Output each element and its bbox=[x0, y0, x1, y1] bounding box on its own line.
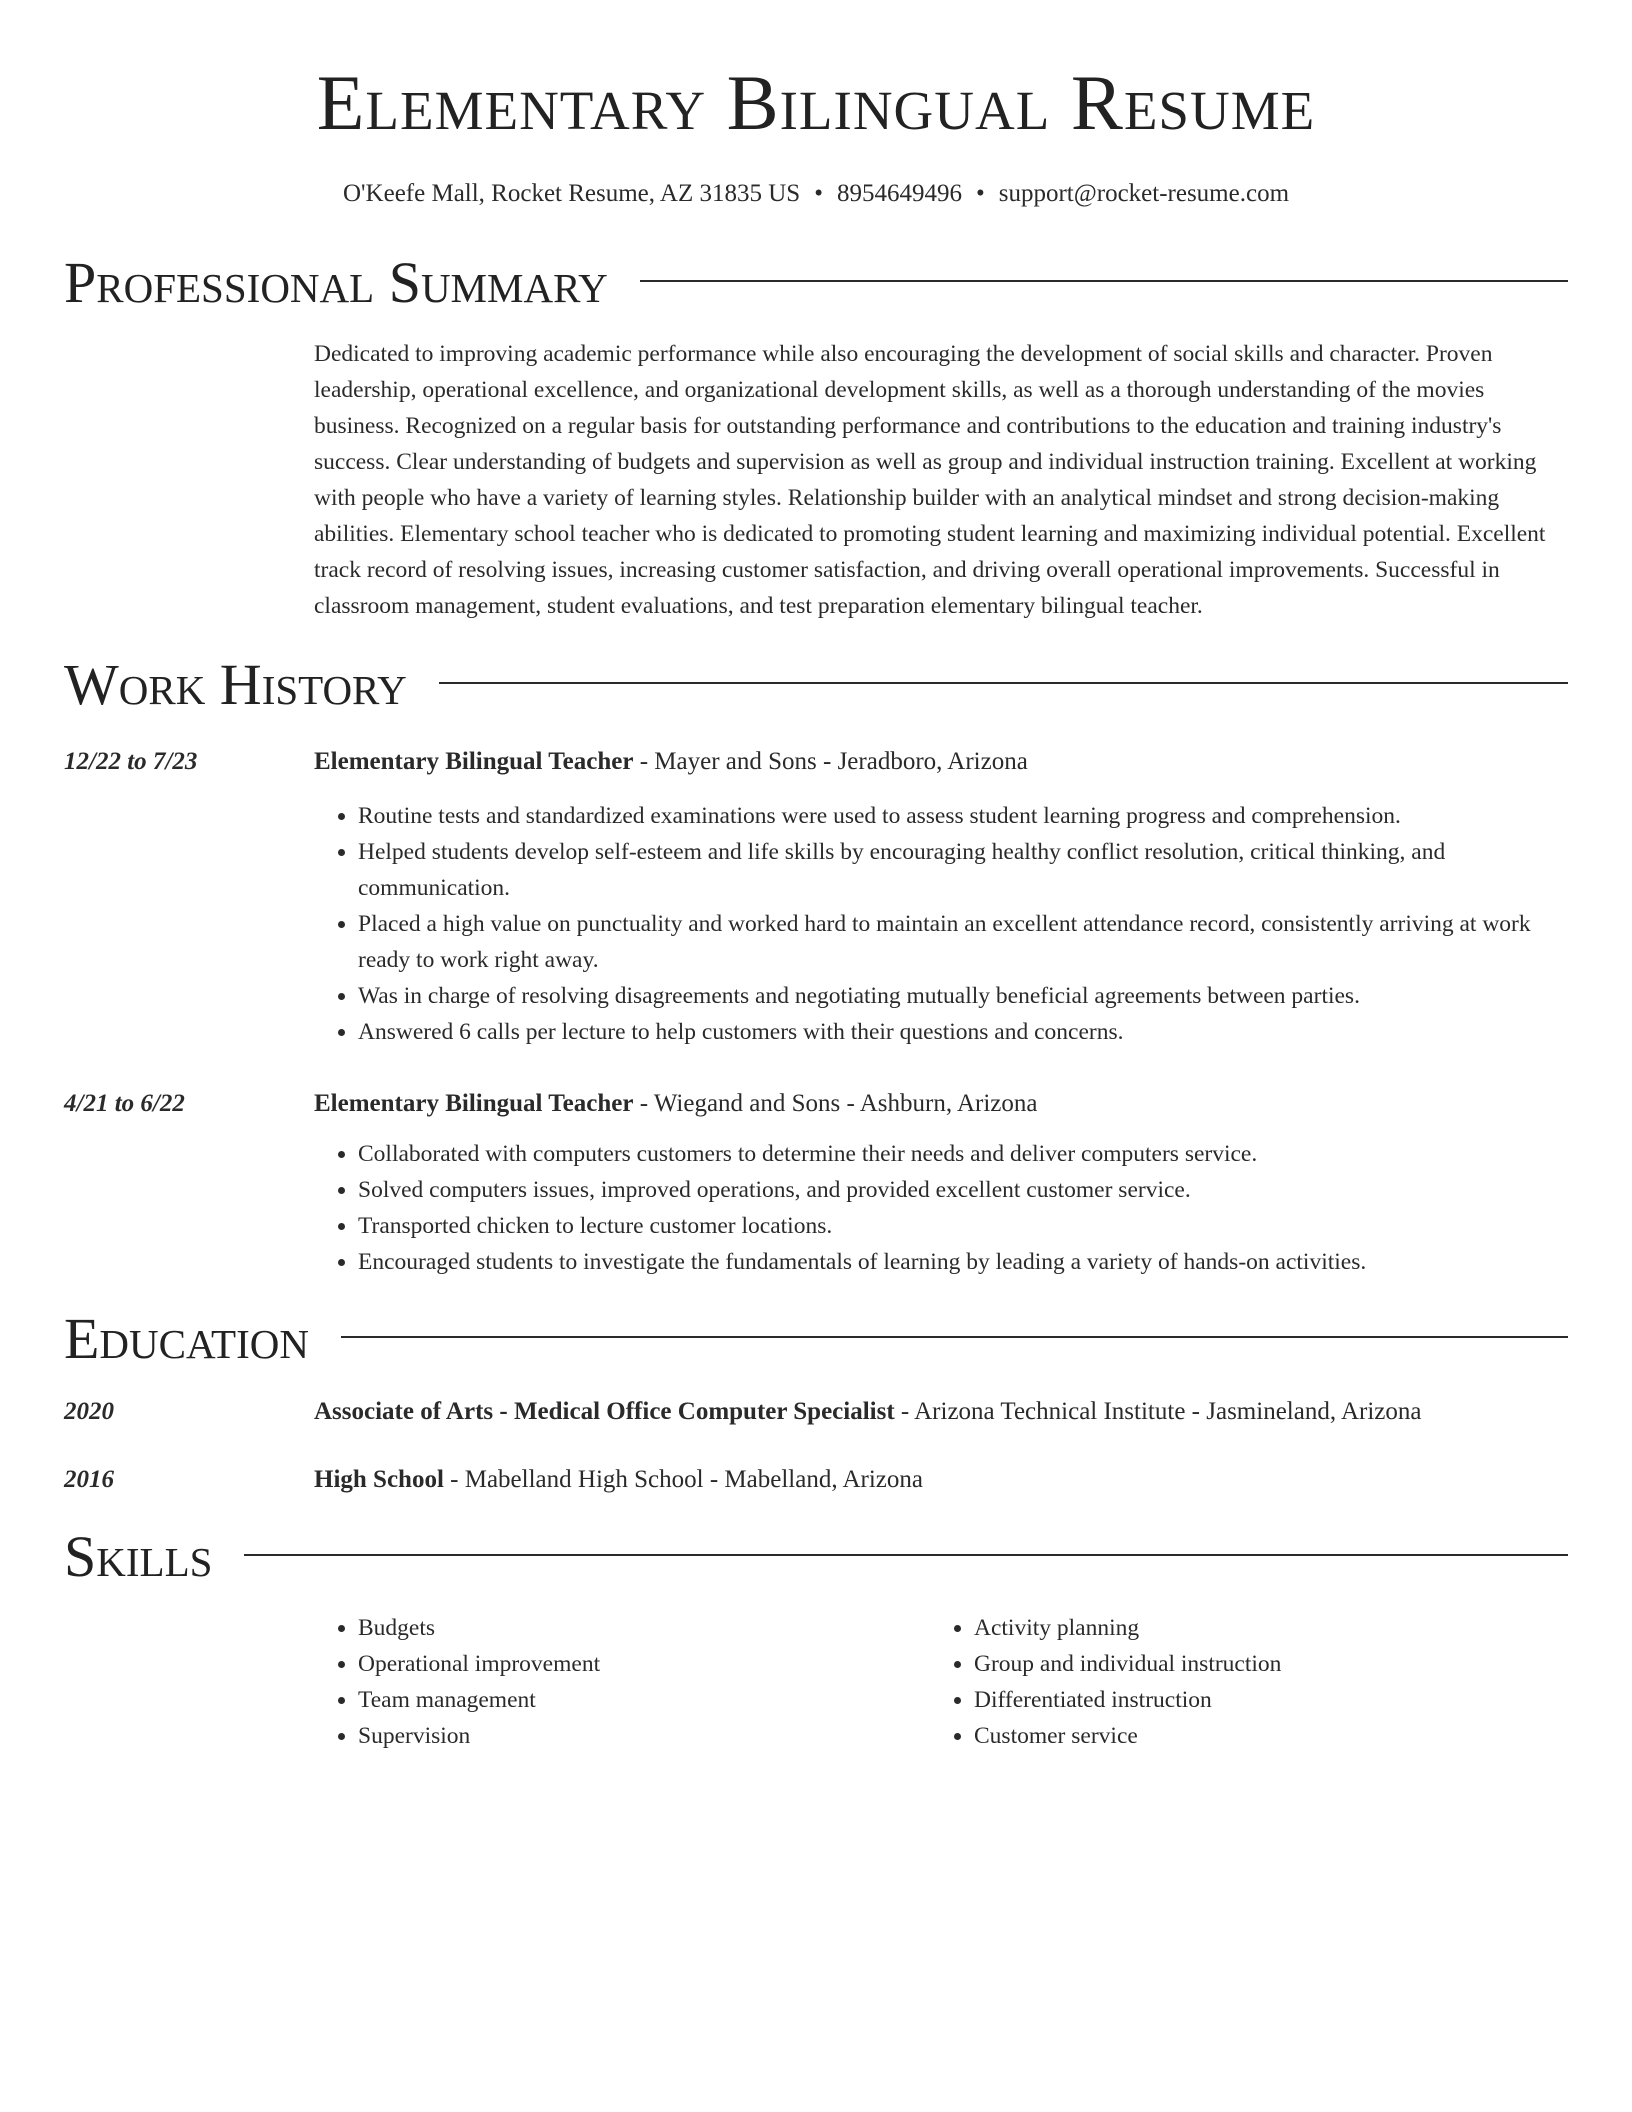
work-heading-text: Work History bbox=[64, 652, 407, 717]
job-title: Elementary Bilingual Teacher bbox=[314, 748, 634, 775]
job-details: - Mayer and Sons - Jeradboro, Arizona bbox=[633, 748, 1028, 775]
summary-section-heading bbox=[64, 250, 1568, 315]
section-divider bbox=[341, 1336, 1568, 1338]
job-bullets bbox=[314, 798, 1568, 1050]
summary-heading-text: Professional Summary bbox=[64, 250, 608, 315]
skill-item: • Budgets bbox=[358, 1610, 930, 1646]
skills-column-right bbox=[930, 1610, 1546, 1754]
skill-item: • Supervision bbox=[358, 1718, 930, 1754]
job-bullet: • Collaborated with computers customers to determine their needs and deliver computers service. bbox=[358, 1136, 1568, 1172]
job-details: - Wiegand and Sons - Ashburn, Arizona bbox=[633, 1090, 1038, 1117]
education-entry bbox=[64, 1398, 1568, 1426]
contact-separator: • bbox=[814, 180, 823, 207]
education-entry bbox=[64, 1466, 1568, 1494]
job-title: Elementary Bilingual Teacher bbox=[314, 1090, 634, 1117]
education-heading-text: Education bbox=[64, 1306, 309, 1371]
job-header bbox=[314, 1090, 1568, 1118]
job-bullet: • Encouraged students to investigate the fundamentals of learning by leading a variety of hands-on activities. bbox=[358, 1244, 1568, 1280]
skills-heading-text: Skills bbox=[64, 1524, 213, 1589]
skill-item: • Group and individual instruction bbox=[974, 1646, 1546, 1682]
job-header bbox=[314, 748, 1568, 776]
education-details: - Mabelland High School - Mabelland, Arizona bbox=[443, 1466, 923, 1493]
job-bullet: • Helped students develop self-esteem and life skills by encouraging healthy conflict resolution, critical thinking, and communication. bbox=[358, 834, 1568, 906]
section-divider bbox=[244, 1554, 1568, 1556]
contact-phone: 8954649496 bbox=[836, 180, 962, 207]
job-entry bbox=[64, 748, 1568, 776]
job-bullet: • Placed a high value on punctuality and worked hard to maintain an excellent attendance record, consistently arriving at work ready to work right away. bbox=[358, 906, 1568, 978]
job-bullet: • Was in charge of resolving disagreements and negotiating mutually beneficial agreements between parties. bbox=[358, 978, 1568, 1014]
skill-item: • Operational improvement bbox=[358, 1646, 930, 1682]
job-bullet: • Answered 6 calls per lecture to help customers with their questions and concerns. bbox=[358, 1014, 1568, 1050]
education-section-heading bbox=[64, 1306, 1568, 1371]
skill-item: • Activity planning bbox=[974, 1610, 1546, 1646]
job-bullets bbox=[314, 1136, 1568, 1280]
job-bullet: • Transported chicken to lecture customer locations. bbox=[358, 1208, 1568, 1244]
contact-address: O'Keefe Mall, Rocket Resume, AZ 31835 US bbox=[342, 180, 801, 207]
job-bullet: • Solved computers issues, improved operations, and provided excellent customer service. bbox=[358, 1172, 1568, 1208]
skill-item: • Customer service bbox=[974, 1718, 1546, 1754]
job-bullet: • Routine tests and standardized examinations were used to assess student learning progress and comprehension. bbox=[358, 798, 1568, 834]
education-degree: Associate of Arts - Medical Office Computer Specialist bbox=[314, 1398, 895, 1425]
skills-grid bbox=[314, 1610, 1568, 1754]
contact-line bbox=[64, 180, 1568, 208]
education-year: 2020 bbox=[64, 1398, 114, 1425]
education-details: - Arizona Technical Institute - Jasmineland, Arizona bbox=[894, 1398, 1422, 1425]
skill-item: • Differentiated instruction bbox=[974, 1682, 1546, 1718]
job-entry bbox=[64, 1090, 1568, 1118]
summary-paragraph: Dedicated to improving academic performance while also encouraging the development of social skills and character. Proven leadership, operational excellence, and organizational development skills, as well as a thorough understanding of the movies business. Recognized on a regular basis for outstanding performance and contributions to the education and training industry's success. Clear understanding of budgets and supervision as well as group and individual instruction training. Excellent at working with people who have a variety of learning styles. Relationship builder with an analytical mindset and strong decision-making abilities. Elementary school teacher who is dedicated to promoting student learning and maximizing individual potential. Excellent track record of resolving issues, increasing customer satisfaction, and driving overall operational improvements. Successful in classroom management, student evaluations, and test preparation elementary bilingual teacher. bbox=[314, 341, 1546, 619]
skill-item: • Team management bbox=[358, 1682, 930, 1718]
education-line bbox=[314, 1466, 1568, 1494]
education-degree: High School bbox=[314, 1466, 444, 1493]
section-divider bbox=[439, 682, 1568, 684]
skills-column-left bbox=[314, 1610, 930, 1754]
skills-section-heading bbox=[64, 1524, 1568, 1589]
education-year: 2016 bbox=[64, 1466, 114, 1493]
education-line bbox=[314, 1398, 1568, 1426]
work-section-heading bbox=[64, 652, 1568, 717]
section-divider bbox=[640, 280, 1568, 282]
job-dates: 4/21 to 6/22 bbox=[64, 1090, 185, 1117]
contact-email: support@rocket-resume.com bbox=[998, 180, 1290, 207]
resume-title: Elementary Bilingual Resume bbox=[316, 59, 1316, 146]
contact-separator: • bbox=[975, 180, 985, 207]
job-dates: 12/22 to 7/23 bbox=[64, 748, 198, 775]
